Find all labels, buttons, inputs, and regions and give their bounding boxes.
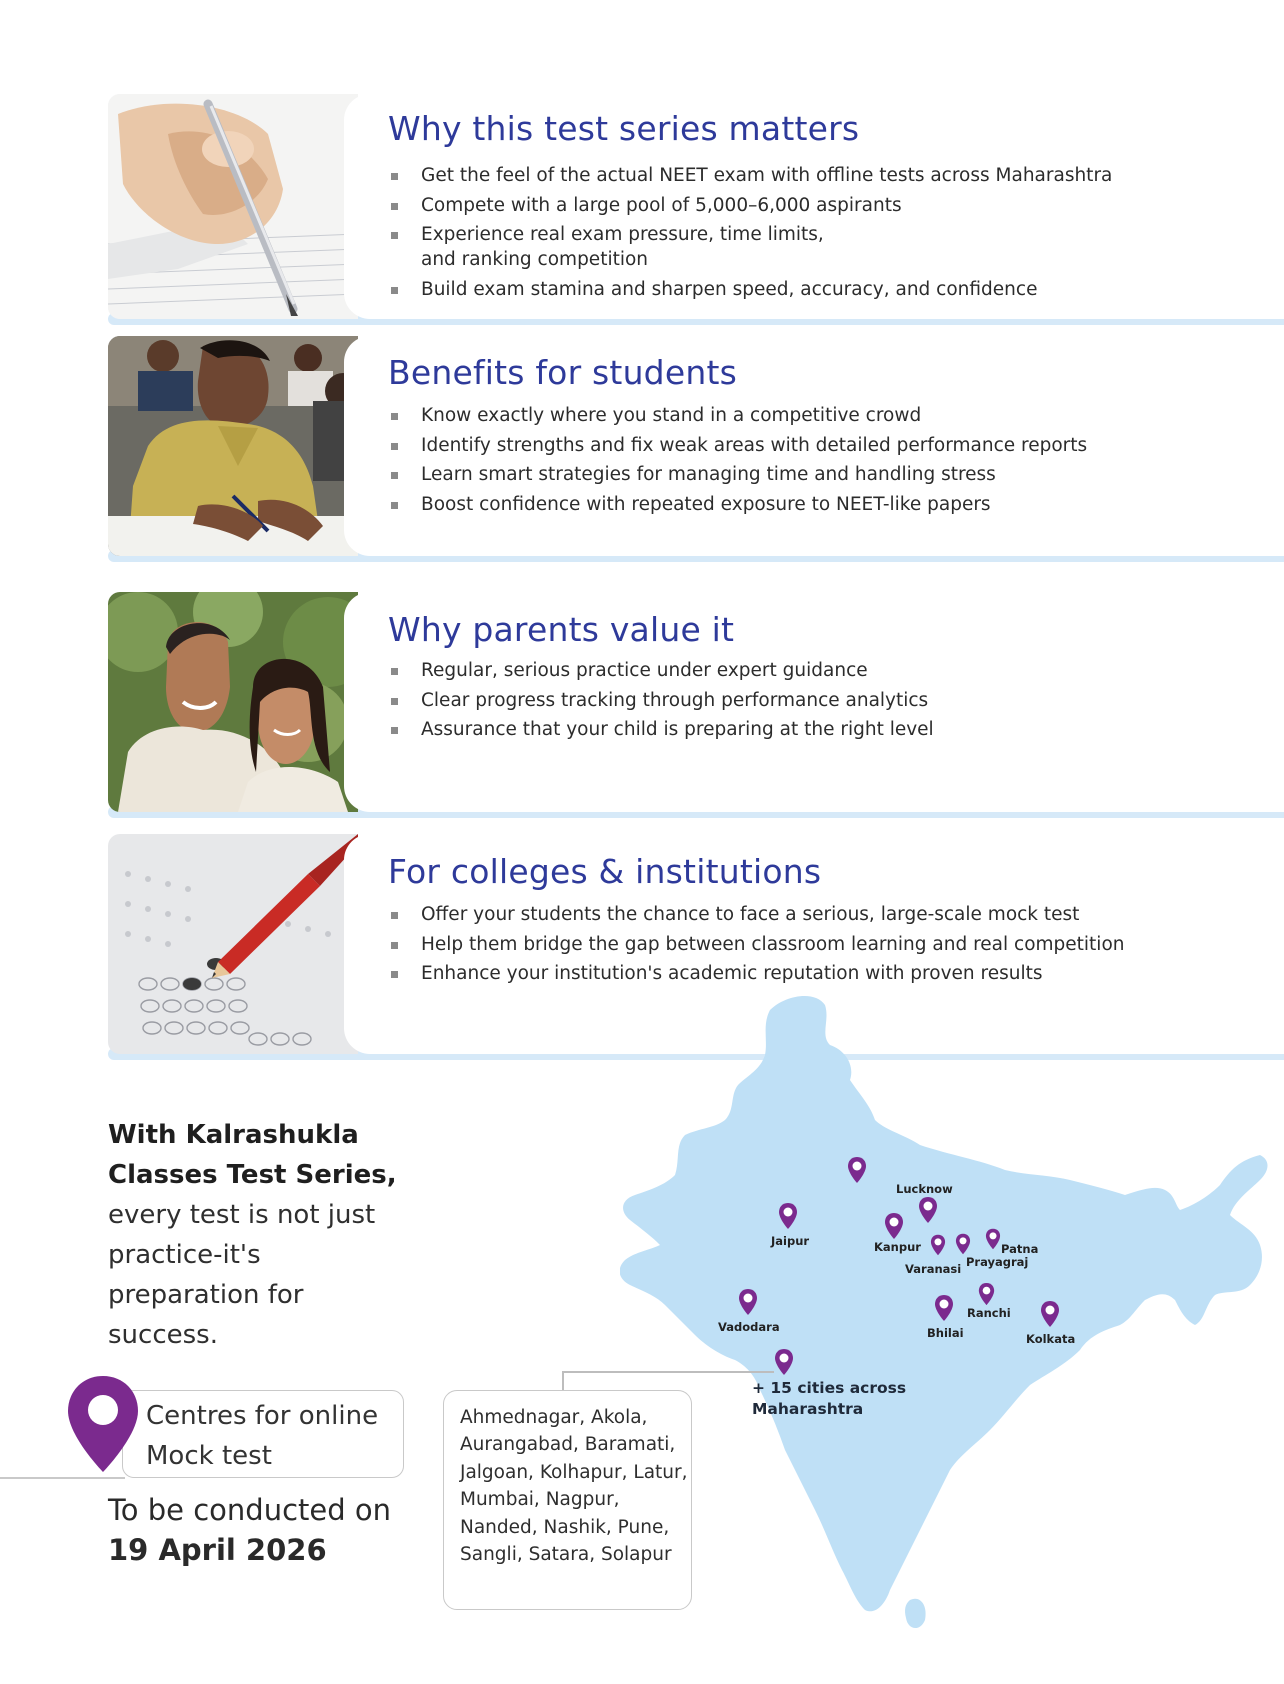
sri-lanka [905,1599,926,1628]
location-pin-icon [985,1228,1001,1250]
city-label-jaipur: Jaipur [771,1234,810,1248]
location-pin-icon [738,1288,758,1316]
bullet-list [388,902,1125,991]
card-title: Why parents value it [388,610,735,649]
list-item: Clear progress tracking through performance analytics [388,688,934,713]
omr-sheet-pencil-photo [108,834,358,1054]
centres-label [146,1396,378,1476]
location-pin-icon [930,1234,946,1256]
list-item: Regular, serious practice under expert guidance [388,658,934,683]
tagline-strong: With Kalrashukla Classes Test Series, [108,1120,397,1190]
hand-writing-exam-photo [108,94,358,319]
card-benefits-students [108,336,1284,556]
maharashtra-cities-list: Ahmednagar, Akola, Aurangabad, Baramati, Jalgoan, Kolhapur, Latur, Mumbai, Nagpur, Nanded, Nashik, Pune, Sangli, Satara, Solapur [460,1407,688,1566]
list-item: Offer your students the chance to face a serious, large-scale mock test [388,902,1125,927]
list-item: Get the feel of the actual NEET exam with offline tests across Maharashtra [388,163,1112,188]
list-item: Know exactly where you stand in a competitive crowd [388,403,1087,428]
city-label-ranchi: Ranchi [967,1306,1011,1320]
tagline-rest: every test is not just practice-it's preparation for success. [108,1200,376,1350]
city-label-varanasi: Varanasi [905,1262,962,1276]
conducted-on [108,1490,391,1570]
list-item: Help them bridge the gap between classroom learning and real competition [388,932,1125,957]
students-writing-exam-photo [108,336,358,556]
location-pin-icon [934,1294,954,1322]
centres-line-2: Mock test [146,1441,272,1471]
bullet-list [388,658,934,747]
list-item: Build exam stamina and sharpen speed, accuracy, and confidence [388,277,1112,302]
city-label-kolkata: Kolkata [1026,1332,1076,1346]
tagline [108,1115,408,1355]
location-pin-icon [978,1282,995,1306]
city-label-lucknow: Lucknow [896,1182,953,1196]
location-pin-icon [778,1202,798,1230]
location-pin-icon [847,1156,867,1184]
location-pin-icon [774,1348,794,1376]
list-item: Compete with a large pool of 5,000–6,000 aspirants [388,193,1112,218]
divider [0,1477,125,1479]
location-pin-icon [1040,1300,1060,1328]
card-title: Benefits for students [388,353,737,392]
city-label-prayagraj: Prayagraj [966,1255,1029,1269]
card-parents-value [108,592,1284,812]
card-title: For colleges & institutions [388,852,822,891]
list-item: Assurance that your child is preparing at the right level [388,717,934,742]
city-label-kanpur: Kanpur [874,1240,921,1254]
city-label-bhilai: Bhilai [927,1326,964,1340]
location-pin-icon [66,1374,140,1474]
centres-line-1: Centres for online [146,1401,379,1431]
list-item: Enhance your institution's academic reputation with proven results [388,961,1125,986]
card-why-matters [108,94,1284,319]
list-item: Boost confidence with repeated exposure to NEET-like papers [388,492,1087,517]
list-item: Identify strengths and fix weak areas with detailed performance reports [388,433,1087,458]
list-item: Learn smart strategies for managing time and handling stress [388,462,1087,487]
city-label-vadodara: Vadodara [718,1320,780,1334]
location-pin-icon [955,1233,971,1255]
location-pin-icon [884,1212,904,1240]
connector-line [562,1371,774,1373]
list-item-text-continued: and ranking competition [421,249,649,270]
location-pin-icon [918,1196,938,1224]
smiling-parents-photo [108,592,358,812]
list-item-text: Experience real exam pressure, time limits, [421,224,824,245]
connector-line [562,1372,564,1391]
list-item [388,222,1112,272]
bullet-list [388,163,1112,306]
maharashtra-cities-label: + 15 cities across Maharashtra [752,1379,907,1418]
conducted-date: 19 April 2026 [108,1533,327,1567]
conducted-label: To be conducted on [108,1493,391,1527]
bullet-list [388,403,1087,521]
city-label-patna: Patna [1001,1242,1039,1256]
card-title: Why this test series matters [388,109,860,148]
